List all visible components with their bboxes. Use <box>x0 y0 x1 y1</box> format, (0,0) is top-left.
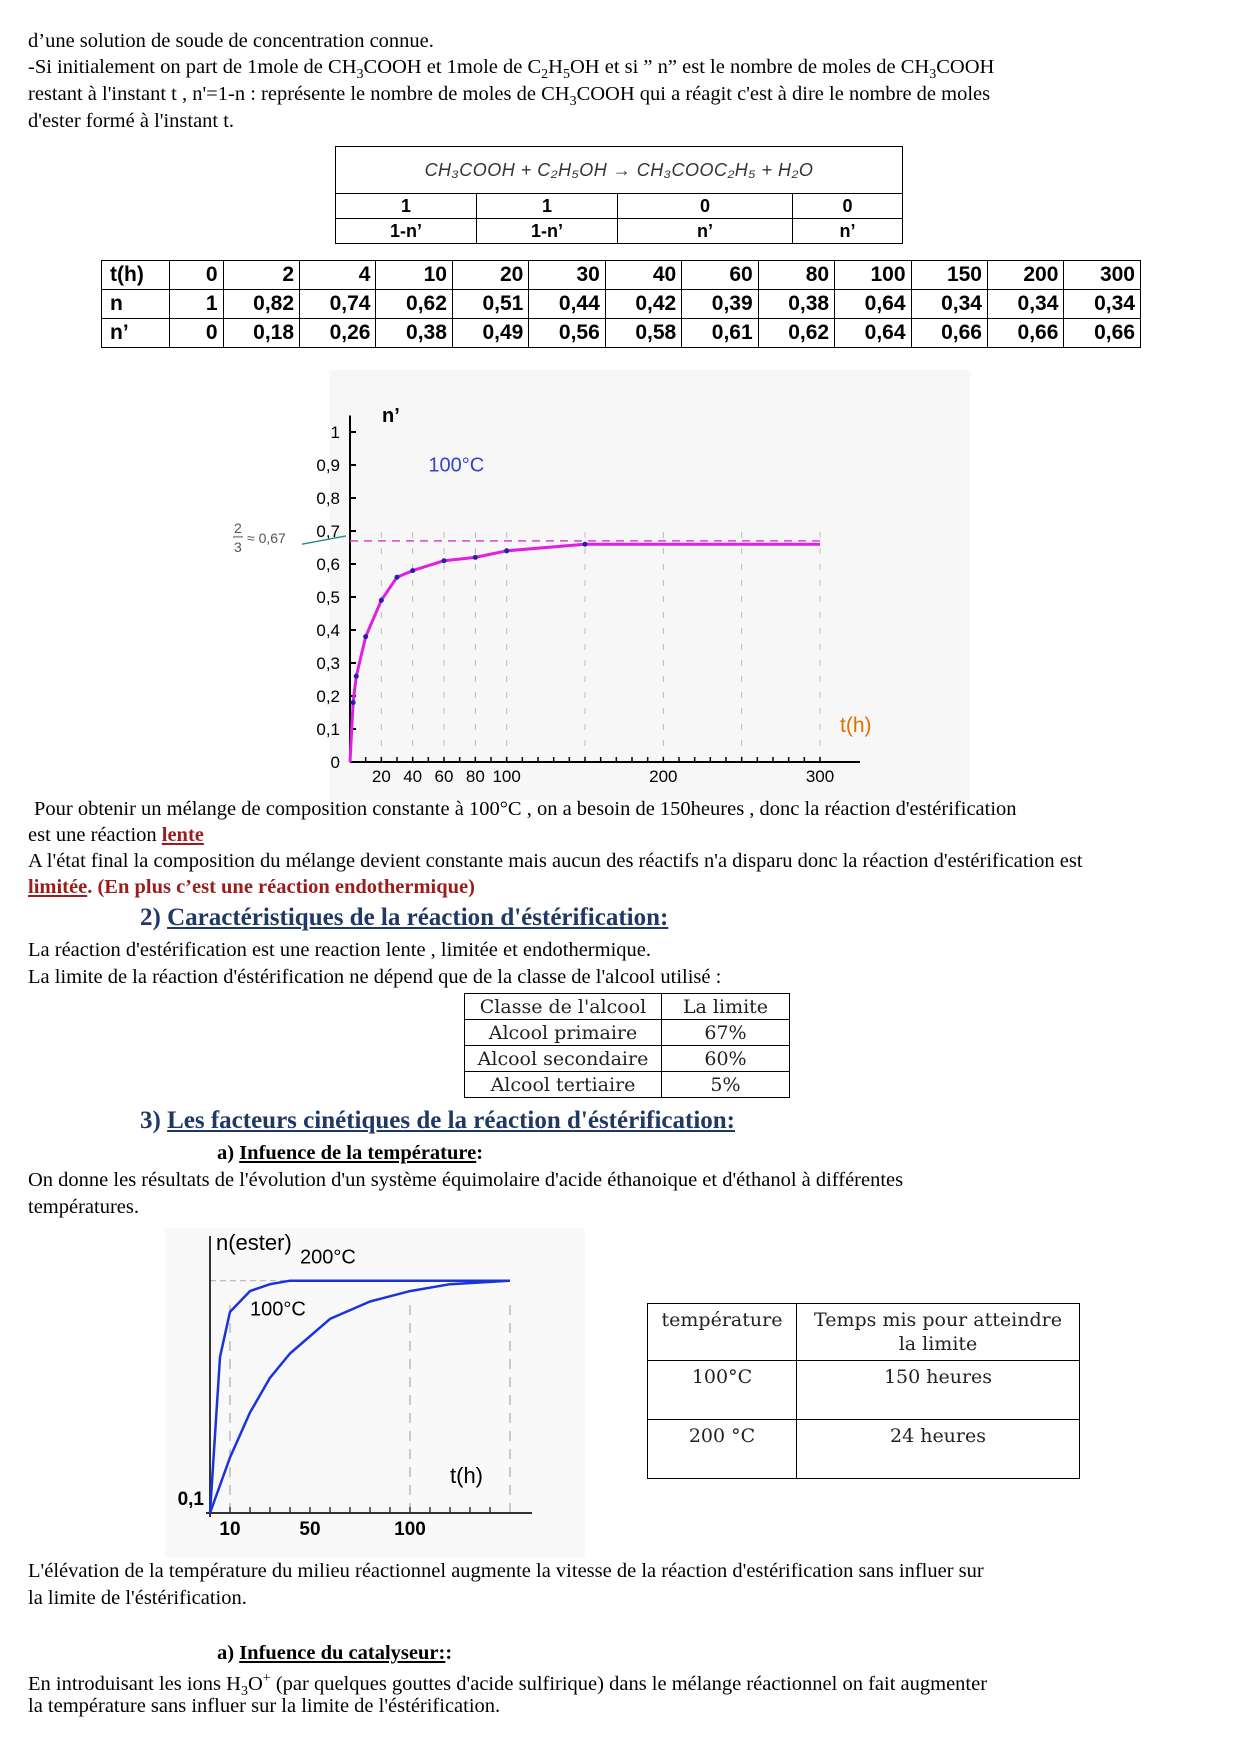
data-table <box>101 260 1141 348</box>
catalyst-line-1: En introduisant les ions $H_3O^+$ (par quelques gouttes d'acide sulfirique) dans le mélange réactionnel on fait augmenter <box>28 1671 988 1699</box>
data-point <box>504 548 509 553</box>
table-cell: 0,51 <box>452 290 528 319</box>
table-cell: 300 <box>1064 261 1141 290</box>
table-cell: 0,61 <box>682 319 758 348</box>
table-header: Temps mis pour atteindre la limite <box>797 1304 1080 1361</box>
temperature-conclusion-1: L'élévation de la température du milieu réactionnel augmente la vitesse de la réaction d'estérification sans influer sur <box>28 1560 984 1582</box>
eq-cell: n’ <box>793 219 903 244</box>
annotation-value: ≈ 0,67 <box>247 529 286 546</box>
table-header: Classe de l'alcool <box>465 994 662 1020</box>
table-cell: 0,26 <box>300 319 376 348</box>
data-point <box>379 598 384 603</box>
intro-line-3: restant à l'instant t , n'=1-n : représente le nombre de moles de $CH_3COOH$ qui a réagit c'est à dire le nombre de moles <box>28 83 991 110</box>
data-point <box>583 542 588 547</box>
table-cell: 0,38 <box>758 290 834 319</box>
table-cell: 0 <box>170 319 223 348</box>
intro-line-1: d’une solution de soude de concentration connue. <box>28 30 434 52</box>
table-cell: Alcool secondaire <box>465 1046 662 1072</box>
table-cell: 5% <box>662 1072 790 1098</box>
subsection-a-temperature: a) Infuence de la température: <box>217 1142 484 1164</box>
x-axis-label: t(h) <box>450 1463 483 1488</box>
y-tick-label: 0,7 <box>316 522 340 541</box>
table-cell: 0,66 <box>1064 319 1141 348</box>
table-cell: 0,64 <box>835 319 911 348</box>
y-tick-label: 0,3 <box>316 654 340 673</box>
eq-cell: 1-n’ <box>477 219 618 244</box>
table-cell: 0,74 <box>300 290 376 319</box>
x-tick-label: 40 <box>403 767 423 786</box>
y-tick-label: 0,8 <box>316 489 340 508</box>
annotation-num: 2 <box>234 519 242 536</box>
eq-cell: 1-n’ <box>336 219 477 244</box>
x-axis-label: t(h) <box>840 714 872 737</box>
data-point <box>363 634 368 639</box>
para-limitee-2: limitée. (En plus c’est une réaction endothermique) <box>28 876 475 898</box>
section-3-heading: 3) Les facteurs cinétiques de la réaction d'éstérification: <box>140 1107 736 1134</box>
table-cell: 200 <box>987 261 1063 290</box>
data-point <box>354 674 359 679</box>
temperature-time-table <box>647 1303 1080 1479</box>
y-tick-label: 0,1 <box>177 1489 204 1510</box>
table-cell: 0,34 <box>987 290 1063 319</box>
x-tick-label: 50 <box>299 1519 321 1540</box>
table-cell: 100°C <box>648 1361 797 1420</box>
table-cell: Alcool tertiaire <box>465 1072 662 1098</box>
table-cell: 0,42 <box>605 290 681 319</box>
eq-cell: 1 <box>336 194 477 219</box>
y-tick-label: 0,1 <box>316 720 340 739</box>
para-limitee-1: A l'état final la composition du mélange devient constante mais aucun des réactifs n'a disparu donc la réaction d'estérification est <box>28 850 1083 872</box>
eq-cell: 0 <box>618 194 793 219</box>
row-label: t(h) <box>102 261 170 290</box>
table-cell: 150 heures <box>797 1361 1080 1420</box>
y-tick-label: 1 <box>330 423 340 442</box>
chart-background <box>330 370 970 800</box>
table-cell: 20 <box>452 261 528 290</box>
table-cell: 30 <box>529 261 605 290</box>
y-axis-label: n’ <box>382 405 400 428</box>
x-tick-label: 10 <box>219 1519 241 1540</box>
row-label: n’ <box>102 319 170 348</box>
table-cell: 0,66 <box>911 319 987 348</box>
table-cell: 80 <box>758 261 834 290</box>
table-cell: 40 <box>605 261 681 290</box>
series-label: 100°C <box>250 1298 306 1321</box>
table-cell: 150 <box>911 261 987 290</box>
equation-table <box>335 146 903 244</box>
x-tick-label: 100 <box>394 1519 426 1540</box>
table-cell: 60% <box>662 1046 790 1072</box>
data-point <box>473 555 478 560</box>
table-cell: 0,62 <box>758 319 834 348</box>
section-2-line-2: La limite de la réaction d'éstérification ne dépend que de la classe de l'alcool utilisé : <box>28 966 722 988</box>
table-cell: 0,49 <box>452 319 528 348</box>
eq-cell: n’ <box>618 219 793 244</box>
y-tick-label: 0,6 <box>316 555 340 574</box>
table-cell: 67% <box>662 1020 790 1046</box>
table-header: La limite <box>662 994 790 1020</box>
table-cell: 0,38 <box>376 319 452 348</box>
table-cell: 0,44 <box>529 290 605 319</box>
section-2-heading: 2) Caractéristiques de la réaction d'éstérification: <box>140 904 669 931</box>
table-cell: 0,34 <box>911 290 987 319</box>
data-point <box>395 575 400 580</box>
alcohol-class-table <box>464 993 790 1098</box>
section-3-line-2: températures. <box>28 1196 139 1218</box>
y-tick-label: 0,9 <box>316 456 340 475</box>
subsection-catalyst: a) Infuence du catalyseur:: <box>217 1642 453 1664</box>
para-lente-1: Pour obtenir un mélange de composition constante à 100°C , on a besoin de 150heures , donc la réaction d'estérification <box>34 798 1017 820</box>
table-cell: 10 <box>376 261 452 290</box>
x-tick-label: 300 <box>805 767 835 786</box>
x-tick-label: 200 <box>649 767 678 786</box>
table-cell: 0,34 <box>1064 290 1141 319</box>
series-label: 200°C <box>300 1246 356 1269</box>
section-2-line-1: La réaction d'estérification est une reaction lente , limitée et endothermique. <box>28 939 651 961</box>
chart-nprime-100c <box>230 370 970 800</box>
intro-line-2: -Si initialement on part de 1mole de $CH_3COOH$ et 1mole de $C_2H_5OH$ et si ” n” est le nombre de moles de $CH_3COOH$ <box>28 56 995 83</box>
x-tick-label: 80 <box>465 767 485 786</box>
table-cell: 0,39 <box>682 290 758 319</box>
data-point <box>442 558 447 563</box>
table-cell: 1 <box>170 290 223 319</box>
chart-title: 100°C <box>428 454 485 477</box>
table-cell: 200 °C <box>648 1420 797 1479</box>
chart-background <box>165 1228 585 1558</box>
eq-cell: 1 <box>477 194 618 219</box>
table-cell: 100 <box>835 261 911 290</box>
table-cell: 0,62 <box>376 290 452 319</box>
eq-cell: 0 <box>793 194 903 219</box>
table-cell: Alcool primaire <box>465 1020 662 1046</box>
table-cell: 0,18 <box>223 319 299 348</box>
chart-nester-temperature <box>165 1228 585 1558</box>
table-cell: 24 heures <box>797 1420 1080 1479</box>
row-label: n <box>102 290 170 319</box>
table-cell: 0,64 <box>835 290 911 319</box>
para-lente-2: est une réaction lente <box>28 824 204 846</box>
temperature-conclusion-2: la limite de l'éstérification. <box>28 1587 247 1609</box>
y-tick-label: 0 <box>330 753 340 772</box>
equation-text: CH₃COOH + C₂H₅OH → CH₃COOC₂H₅ + H₂O <box>336 147 903 194</box>
table-cell: 2 <box>223 261 299 290</box>
y-tick-label: 0,2 <box>316 687 340 706</box>
table-cell: 60 <box>682 261 758 290</box>
table-cell: 0,82 <box>223 290 299 319</box>
table-cell: 0 <box>170 261 223 290</box>
data-point <box>351 700 356 705</box>
table-cell: 0,56 <box>529 319 605 348</box>
y-tick-label: 0,5 <box>316 588 340 607</box>
x-tick-label: 60 <box>434 767 454 786</box>
data-point <box>410 568 415 573</box>
table-cell: 4 <box>300 261 376 290</box>
annotation-den: 3 <box>234 538 242 555</box>
x-tick-label: 100 <box>492 767 521 786</box>
catalyst-line-2: la température sans influer sur la limite de l'éstérification. <box>28 1695 501 1717</box>
intro-line-4: d'ester formé à l'instant t. <box>28 110 235 132</box>
table-cell: 0,58 <box>605 319 681 348</box>
section-3-line-1: On donne les résultats de l'évolution d'un système équimolaire d'acide éthanoique et d'éthanol à différentes <box>28 1169 904 1191</box>
y-axis-label: n(ester) <box>216 1230 292 1255</box>
table-cell: 0,66 <box>987 319 1063 348</box>
y-tick-label: 0,4 <box>316 621 340 640</box>
x-tick-label: 20 <box>371 767 391 786</box>
table-header: température <box>648 1304 797 1361</box>
